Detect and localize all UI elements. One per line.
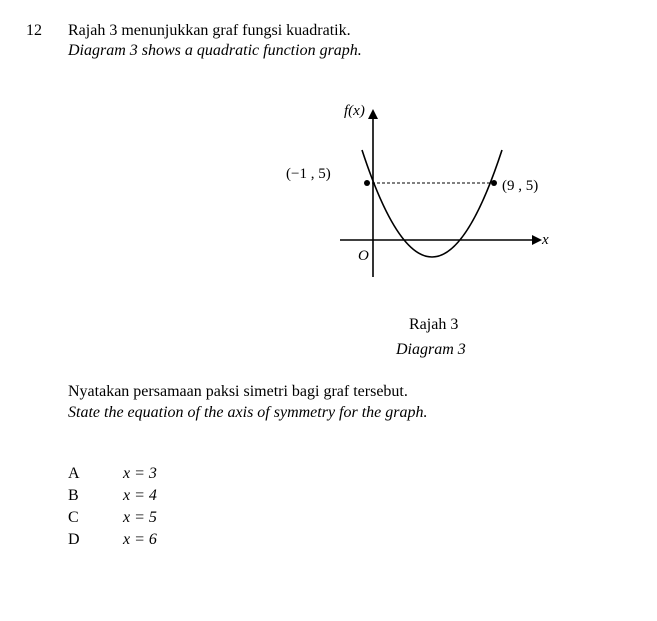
option-letter: A <box>68 465 80 482</box>
option-answer: x = 5 <box>123 509 157 526</box>
point-left <box>364 180 370 186</box>
option-b[interactable] <box>68 487 268 509</box>
quadratic-graph <box>280 95 580 285</box>
question-intro-english: Diagram 3 shows a quadratic function graph. <box>68 42 362 59</box>
parabola-curve <box>362 150 502 257</box>
option-letter: D <box>68 531 80 548</box>
question-intro-malay: Rajah 3 menunjukkan graf fungsi kuadratik. <box>68 22 351 39</box>
diagram-caption-english: Diagram 3 <box>396 341 466 358</box>
option-d[interactable] <box>68 531 268 553</box>
option-letter: C <box>68 509 79 526</box>
x-axis-arrow <box>532 235 542 245</box>
option-answer: x = 4 <box>123 487 157 504</box>
option-a[interactable] <box>68 465 268 487</box>
question-number: 12 <box>26 22 42 39</box>
y-axis-label: f(x) <box>344 103 365 119</box>
diagram-caption-malay: Rajah 3 <box>409 316 459 333</box>
option-c[interactable] <box>68 509 268 531</box>
origin-label: O <box>358 248 369 264</box>
y-axis-arrow <box>368 109 378 119</box>
point-right <box>491 180 497 186</box>
option-answer: x = 3 <box>123 465 157 482</box>
x-axis-label: x <box>542 232 549 248</box>
prompt-malay: Nyatakan persamaan paksi simetri bagi graf tersebut. <box>68 383 408 400</box>
point-right-label: (9 , 5) <box>502 178 539 194</box>
point-left-label: (−1 , 5) <box>286 166 331 182</box>
option-letter: B <box>68 487 79 504</box>
prompt-english: State the equation of the axis of symmetry for the graph. <box>68 404 428 421</box>
option-answer: x = 6 <box>123 531 157 548</box>
